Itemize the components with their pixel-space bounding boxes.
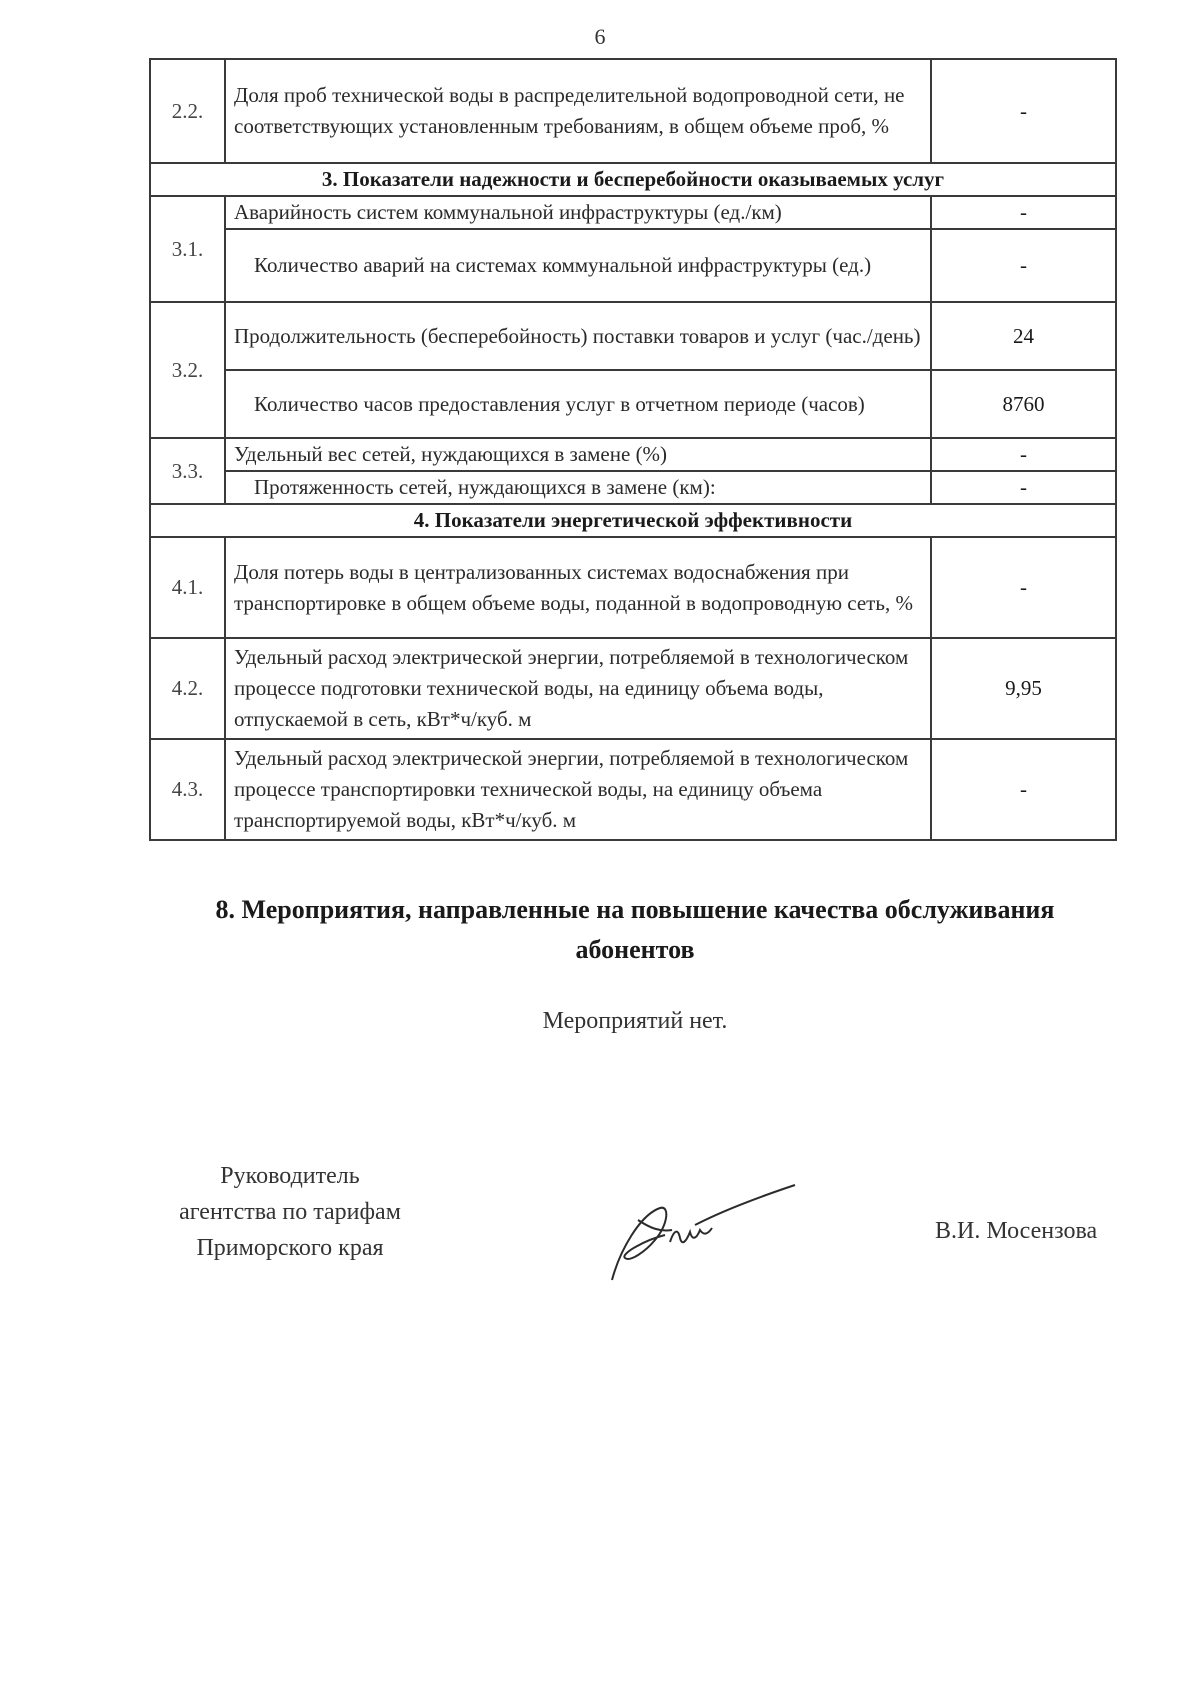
section-8-heading-line2: абонентов [575, 935, 695, 964]
page-number: 6 [594, 24, 606, 49]
section-8-heading [150, 890, 1120, 970]
table-row [150, 370, 1116, 438]
row-description: Удельный вес сетей, нуждающихся в замене (%) [225, 438, 931, 471]
table-row [150, 302, 1116, 370]
row-description: Продолжительность (бесперебойность) поставки товаров и услуг (час./день) [225, 302, 931, 370]
row-number: 4.3. [150, 739, 225, 840]
section-row [150, 504, 1116, 537]
row-value: 8760 [931, 370, 1116, 438]
row-description: Доля потерь воды в централизованных системах водоснабжения при транспортировке в общем объеме воды, поданной в водопроводную сеть, % [225, 537, 931, 638]
indicators-table [149, 58, 1117, 841]
section-row [150, 163, 1116, 196]
row-value: - [931, 471, 1116, 504]
row-description: Доля проб технической воды в распределительной водопроводной сети, не соответствующих установленным требованиям, в общем объеме проб, % [225, 59, 931, 163]
table-row [150, 537, 1116, 638]
section-8-body: Мероприятий нет. [542, 1008, 728, 1034]
section-heading: 3. Показатели надежности и бесперебойности оказываемых услуг [150, 163, 1116, 196]
row-description: Удельный расход электрической энергии, потребляемой в технологическом процессе подготовки технической воды, на единицу объема воды, отпускаемой в сеть, кВт*ч/куб. м [225, 638, 931, 739]
row-value: - [931, 438, 1116, 471]
signatory-title-line1: Руководитель [220, 1163, 360, 1189]
row-number: 3.1. [150, 196, 225, 302]
signatory-title-line3: Приморского края [196, 1235, 384, 1261]
signatory-title-line2: агентства по тарифам [179, 1199, 401, 1225]
signatory-name: В.И. Мосензова [935, 1218, 1098, 1244]
row-value: - [931, 59, 1116, 163]
section-8-heading-line1: 8. Мероприятия, направленные на повышение качества обслуживания [215, 895, 1055, 924]
table-row [150, 638, 1116, 739]
row-value: 9,95 [931, 638, 1116, 739]
row-number: 4.2. [150, 638, 225, 739]
row-value: - [931, 537, 1116, 638]
row-value: - [931, 739, 1116, 840]
signatory-title [130, 1158, 450, 1266]
row-description: Протяженность сетей, нуждающихся в замене (км): [225, 471, 931, 504]
table-row [150, 471, 1116, 504]
row-description: Удельный расход электрической энергии, потребляемой в технологическом процессе транспортировки технической воды, на единицу объема транспортируемой воды, кВт*ч/куб. м [225, 739, 931, 840]
table-row [150, 196, 1116, 229]
row-value: - [931, 229, 1116, 302]
table-row [150, 438, 1116, 471]
row-number: 3.3. [150, 438, 225, 504]
handwritten-signature [600, 1180, 800, 1290]
table-row [150, 739, 1116, 840]
row-value: - [931, 196, 1116, 229]
row-value: 24 [931, 302, 1116, 370]
row-description: Количество часов предоставления услуг в отчетном периоде (часов) [225, 370, 931, 438]
row-number: 4.1. [150, 537, 225, 638]
row-number: 3.2. [150, 302, 225, 438]
row-description: Аварийность систем коммунальной инфраструктуры (ед./км) [225, 196, 931, 229]
row-number: 2.2. [150, 59, 225, 163]
row-description: Количество аварий на системах коммунальной инфраструктуры (ед.) [225, 229, 931, 302]
section-heading: 4. Показатели энергетической эффективности [150, 504, 1116, 537]
table-row [150, 229, 1116, 302]
table-row [150, 59, 1116, 163]
